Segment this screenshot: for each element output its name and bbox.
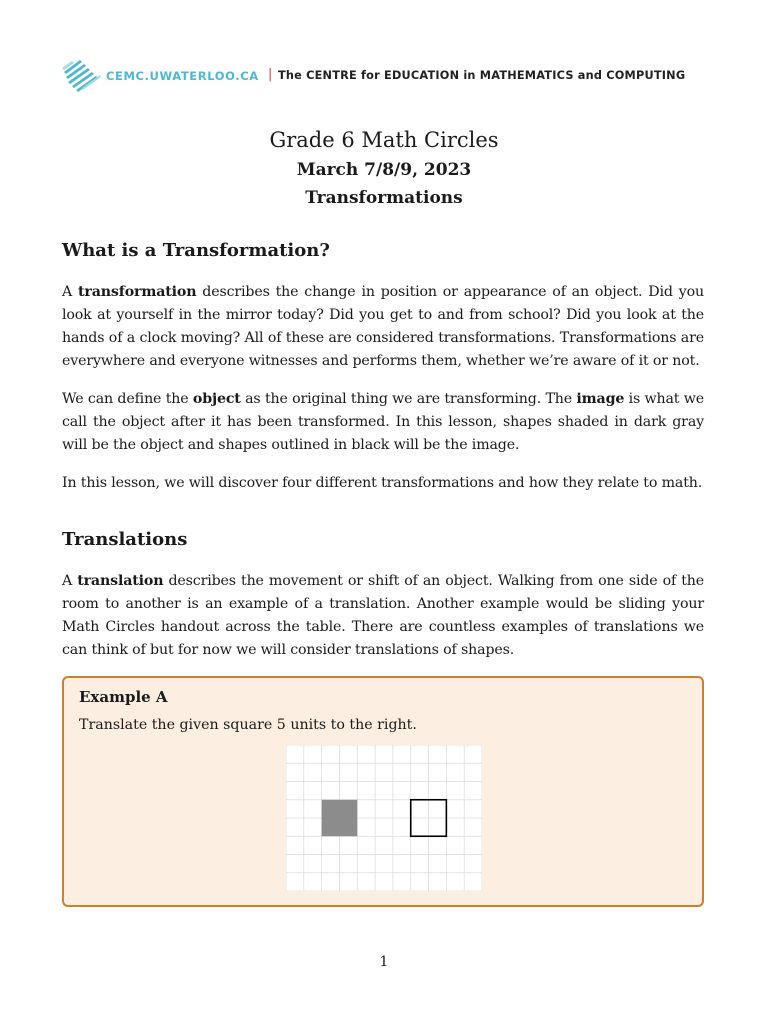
example-box — [62, 676, 704, 907]
term-transformation: transformation — [78, 284, 197, 300]
document-topic: Transformations — [305, 188, 463, 208]
paragraph-object-image: We can define the object as the original thing we are transforming. The image is what we call the object after it has been transformed. In this lesson, shapes shaded in dark gray will be the object and shapes outlined in black will be the image. — [62, 391, 704, 453]
paragraph-translation-definition: A translation describes the movement or shift of an object. Walking from one side of the room to another is an example of a translation. Another example would be sliding your Math Circles handout across the table. There are countless examples of translations we can think of but for now we will consider translations of shapes. — [62, 573, 704, 658]
example-title: Example A — [79, 688, 168, 706]
section-heading-translations: Translations — [62, 529, 188, 550]
term-image: image — [576, 391, 625, 407]
org-site-link[interactable]: CEMC.UWATERLOO.CA — [106, 69, 259, 83]
centre-name: The CENTRE for EDUCATION in MATHEMATICS and COMPUTING — [278, 69, 686, 82]
example-instruction: Translate the given square 5 units to the right. — [79, 717, 417, 733]
document-title: Grade 6 Math Circles — [269, 128, 499, 152]
object-square — [322, 800, 358, 837]
section-heading-what-is: What is a Transformation? — [62, 240, 330, 261]
paragraph-transformation-definition: A transformation describes the change in position or appearance of an object. Did you look at yourself in the mirror today? Did you get to and from school? Did you look at the hands of a clock moving? All of these are considered transformations. Transformations are everywhere and everyone witnesses and performs them, whether we’re aware of it or not. — [62, 284, 704, 369]
translation-grid — [286, 745, 482, 891]
document-date: March 7/8/9, 2023 — [296, 160, 472, 180]
header-separator: | — [268, 67, 273, 82]
page-number: 1 — [379, 954, 389, 970]
term-object: object — [192, 391, 241, 407]
cemc-header — [62, 58, 708, 94]
paragraph-lesson-overview: In this lesson, we will discover four different transformations and how they relate to math. — [62, 475, 703, 491]
cemc-logo-icon — [62, 58, 102, 94]
term-translation: translation — [77, 573, 164, 589]
